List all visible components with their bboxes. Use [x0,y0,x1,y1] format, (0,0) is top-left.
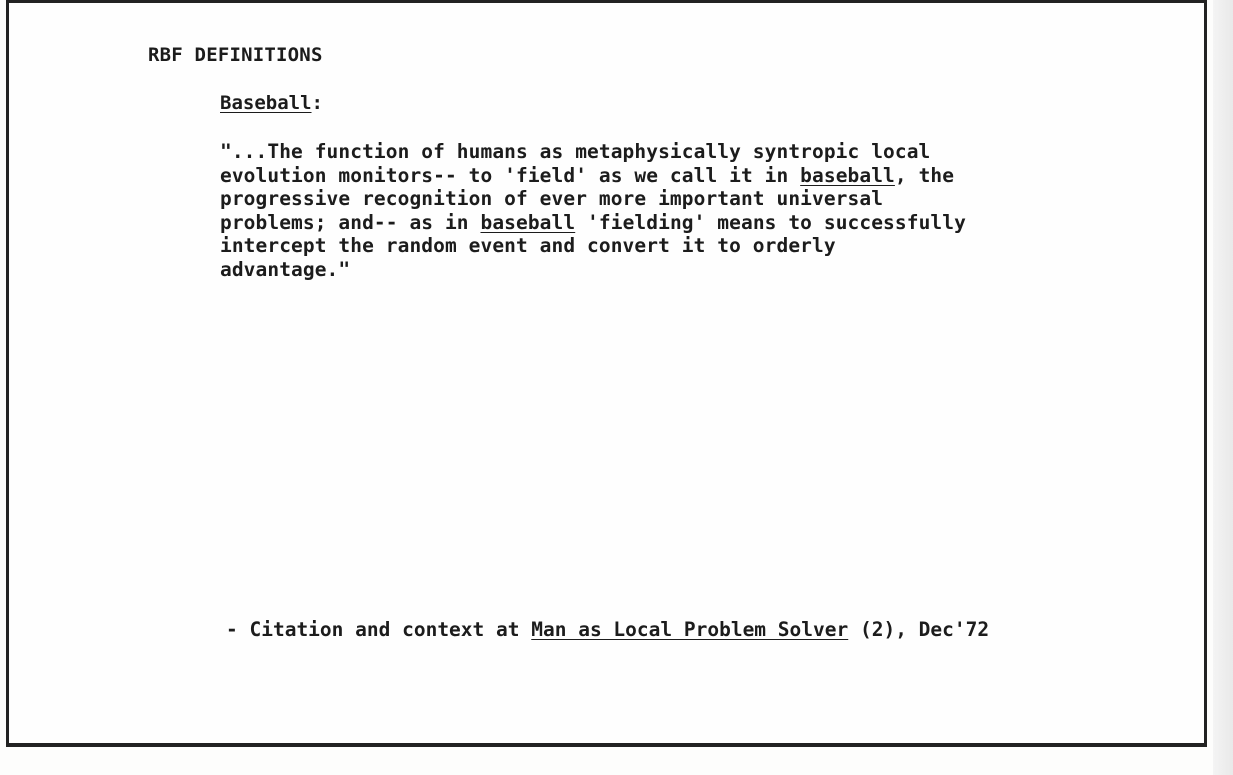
page-heading: RBF DEFINITIONS [148,44,323,66]
quote-line-2b: , the [894,163,955,187]
citation-suffix: (2), Dec'72 [848,618,990,641]
quote-line-4a: problems; and-- as in [220,210,481,234]
citation-line [226,618,989,641]
citation-link[interactable]: Man as Local Problem Solver [531,618,849,641]
baseball-link-2[interactable]: baseball [480,210,576,234]
quote-line-2a: evolution monitors-- to 'field' as we call it in [220,163,801,187]
term-suffix: : [311,92,323,114]
quote-line-3: progressive recognition of ever more important universal [220,187,884,210]
quote-line-6: advantage." [220,257,351,281]
baseball-link-1[interactable]: baseball [800,163,895,187]
citation-prefix: - Citation and context at [226,618,532,641]
term-heading [220,92,323,114]
quote-line-1: "...The function of humans as metaphysically syntropic local [220,140,931,163]
definition-quote [220,140,1150,281]
quote-line-4b: 'fielding' means to successfully [575,210,966,234]
quote-line-5: intercept the random event and convert it to orderly [220,234,836,257]
term-label: Baseball [220,92,312,114]
page-edge [1213,0,1233,775]
